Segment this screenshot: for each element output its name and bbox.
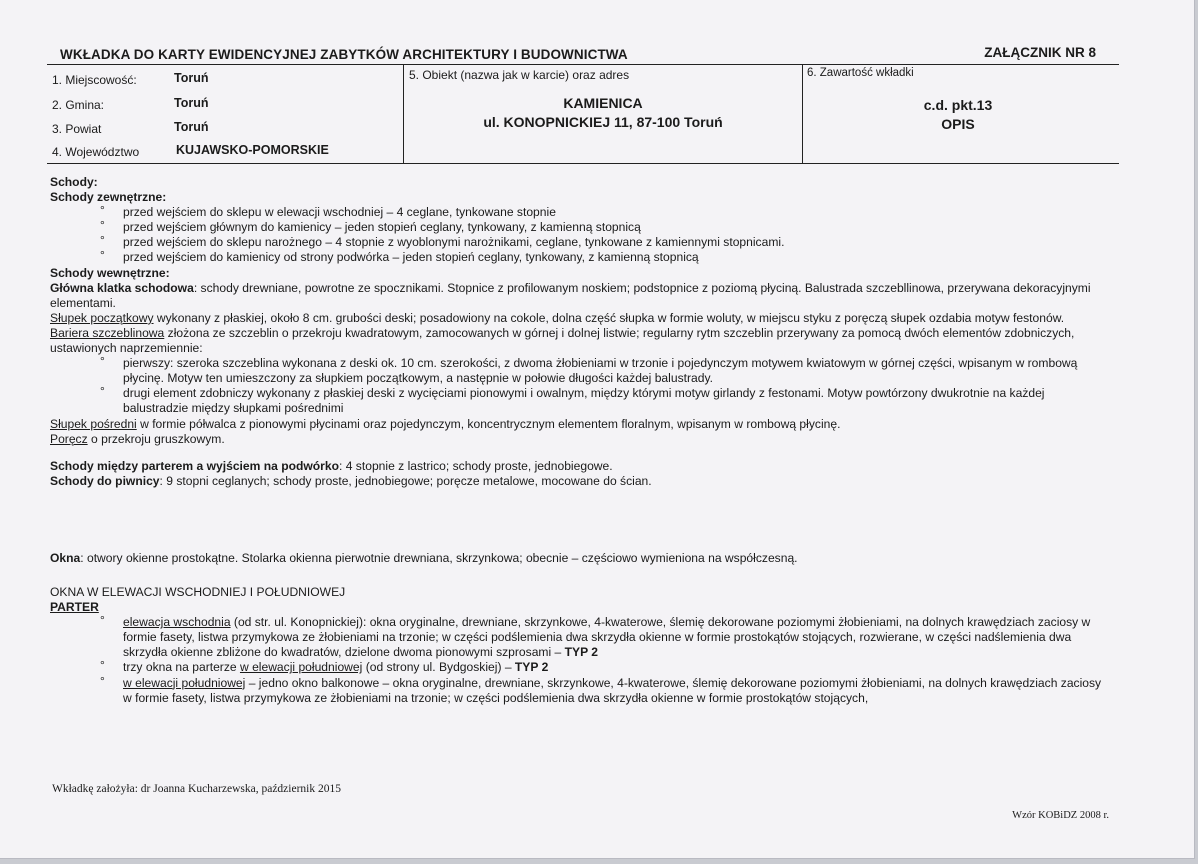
list-item: ° drugi element zdobniczy wykonany z płaskiej deski z wycięciami pionowymi i owalnym, między którymi motyw girlandy z festonami. Motyw powtórzony dwukrotnie na każdej balustradzie między słupkami pośrednimi (50, 386, 1112, 416)
type-label: TYP 2 (514, 660, 549, 675)
text-windows: : otwory okienne prostokątne. Stolarka okienna pierwotnie drewniana, skrzynkowa; obecnie – częściowo wymieniona na współczesną. (80, 550, 798, 565)
list-item: ° przed wejściem do sklepu narożnego – 4 stopnie z wyoblonymi narożnikami, ceglane, tynkowane z kamiennymi stopnicami. (50, 235, 1112, 250)
list-item: ° przed wejściem głównym do kamienicy – jeden stopień ceglany, tynkowany, z kamienną stopnicą (50, 220, 1112, 235)
text-ground-floor-stairs: : 4 stopnie z lastrico; schody proste, jednobiegowe. (339, 458, 613, 473)
term-windows: Okna (50, 550, 81, 565)
section-heading-stairs: Schody: (50, 175, 98, 189)
section-heading-internal-stairs: Schody wewnętrzne: (50, 265, 170, 280)
field-commune-label: 2. Gmina: (52, 98, 105, 112)
list-item: ° przed wejściem do sklepu w elewacji wschodniej – 4 ceglane, tynkowane stopnie (50, 205, 1112, 220)
term-baluster: Bariera szczeblinowa (50, 325, 165, 340)
term-handrail: Poręcz (50, 431, 88, 446)
template-version: Wzór KOBiDZ 2008 r. (1012, 810, 1109, 821)
spacer (50, 447, 1112, 459)
paragraph-intermediate-post (50, 417, 1112, 432)
field-voivodeship-value: KUJAWSKO-POMORSKIE (176, 143, 329, 157)
author-note: Wkładkę założyła: dr Joanna Kucharzewska, październik 2015 (52, 783, 341, 795)
section-heading-windows-elevations: OKNA W ELEWACJI WSCHODNIEJ I POŁUDNIOWEJ (50, 584, 346, 599)
paragraph-main-staircase (50, 281, 1112, 311)
term-newel-post: Słupek początkowy (50, 310, 154, 325)
field-locality-value: Toruń (174, 71, 209, 85)
list-item (50, 660, 1112, 675)
paragraph-windows (50, 551, 1112, 566)
section-heading-ground-floor: PARTER (50, 600, 99, 615)
term-east-elevation: elewacja wschodnia (123, 615, 231, 630)
term-main-staircase: Główna klatka schodowa (50, 280, 194, 295)
text-main-staircase: : schody drewniane, powrotne ze spocznikami. Stopnice z profilowanym noskiem; podstopnice z poziomą płyciną. Balustrada szczebllinowa, przerywana dekoracyjnymi elementami. (50, 280, 1091, 310)
object-name-block (404, 94, 802, 132)
section-heading-external-stairs: Schody zewnętrzne: (50, 190, 167, 205)
paragraph-handrail (50, 432, 1112, 447)
contents-line-2: OPIS (941, 116, 975, 132)
text-cellar-stairs: : 9 stopni ceglanych; schody proste, jednobiegowe; poręcze metalowe, mocowane do ścian. (159, 473, 652, 488)
header-top-rule (47, 64, 1119, 65)
text-handrail: o przekroju gruszkowym. (87, 431, 225, 446)
text-intermediate-post: w formie półwalca z pionowymi płycinami oraz pojedynczym, koncentrycznym elementem floralnym, wpisanym w rombową płycinę. (136, 416, 841, 431)
object-name: KAMIENICA (563, 95, 643, 111)
field-locality-label: 1. Miejscowość: (52, 73, 137, 87)
text-three-windows: trzy okna na parterze (123, 660, 240, 675)
field-county-value: Toruń (174, 120, 209, 134)
list-item: ° przed wejściem do kamienicy od strony podwórka – jeden stopień ceglany, tynkowany, z kamienną stopnicą (50, 250, 1112, 265)
header-bottom-rule (47, 163, 1119, 164)
spacer (50, 489, 1112, 551)
term-ground-floor-stairs: Schody między parterem a wyjściem na podwórko (50, 458, 339, 473)
paragraph-baluster (50, 326, 1112, 356)
field-commune-value: Toruń (174, 96, 209, 110)
field-voivodeship-label: 4. Województwo (52, 145, 140, 159)
term-south-elevation-balcony: w elewacji południowej (123, 675, 246, 690)
list-item: ° pierwszy: szeroka szczeblina wykonana z deski ok. 10 cm. szerokości, z dwoma żłobieniami w trzonie i pojedynczym motywem kwiatowym w górnej części, wpisanym w rombową płycinę. Motyw ten umieszczony za słupkiem początkowym, a następnie w połowie długości każdej balustrady. (50, 356, 1112, 386)
contents-block (803, 96, 1113, 134)
text-newel-post: wykonany z płaskiej, około 8 cm. grubości deski; posadowiony na cokole, dolna część słupka w formie woluty, w miejscu styku z poręczą słupek ozdabia motyw festonów. (153, 310, 1065, 325)
field-county-label: 3. Powiat (52, 122, 102, 136)
field-contents-label: 6. Zawartość wkładki (807, 67, 914, 79)
description-body (50, 175, 1112, 706)
field-object-label: 5. Obiekt (nazwa jak w karcie) oraz adres (409, 68, 630, 82)
list-item (50, 615, 1112, 660)
spacer (50, 566, 1112, 585)
text-south-elevation: (od strony ul. Bydgoskiej) – (362, 660, 515, 675)
text-east-elevation: (od str. ul. Konopnickiej): okna oryginalne, drewniane, skrzynkowe, 4-kwaterowe, ślemię dekorowane poziomymi żłobieniami, na dolnych krawędziach zaciosy w formie fasety, listwa przymykowa ze żłobieniami na trzonie; w części podślemienia dwa skrzydła okienne w formie prostokątów stojących, rozwierane, w części nadślemienia dwa skrzydła okienne zbliżone do kwadratów, dzielone dwoma pionowymi szprosami – (123, 615, 1091, 660)
text-baluster: złożona ze szczeblin o przekroju kwadratowym, zamocowanych w górnej i dolnej listwie; regularny rytm szczeblin przerywany za pomocą dwóch elementów zdobniczych, ustawionych naprzemiennie: (50, 325, 1075, 356)
object-address: ul. KONOPNICKIEJ 11, 87-100 Toruń (483, 114, 723, 130)
paragraph-cellar-stairs (50, 474, 1112, 489)
type-label: TYP 2 (564, 645, 599, 660)
annex-number: ZAŁĄCZNIK NR 8 (984, 45, 1096, 60)
term-south-elevation: w elewacji południowej (239, 660, 363, 675)
paragraph-newel-post (50, 311, 1112, 326)
text-south-elevation-balcony: – jedno okno balkonowe – okna oryginalne, drewniane, skrzynkowe, 4-kwaterowe, ślemię dekorowane poziomymi żłobieniami, na dolnych krawędziach zaciosy w formie fasety, listwa przymykowa ze żłobieniami na trzonie; w części podślemienia dwa skrzydła okienne w formie prostokątów stojących, (123, 675, 1102, 705)
paragraph-ground-floor-stairs (50, 459, 1112, 474)
term-intermediate-post: Słupek pośredni (50, 416, 137, 431)
contents-line-1: c.d. pkt.13 (923, 97, 993, 113)
list-item (50, 676, 1112, 706)
term-cellar-stairs: Schody do piwnicy (50, 473, 160, 488)
form-title: WKŁADKA DO KARTY EWIDENCYJNEJ ZABYTKÓW ARCHITEKTURY I BUDOWNICTWA (60, 47, 628, 62)
